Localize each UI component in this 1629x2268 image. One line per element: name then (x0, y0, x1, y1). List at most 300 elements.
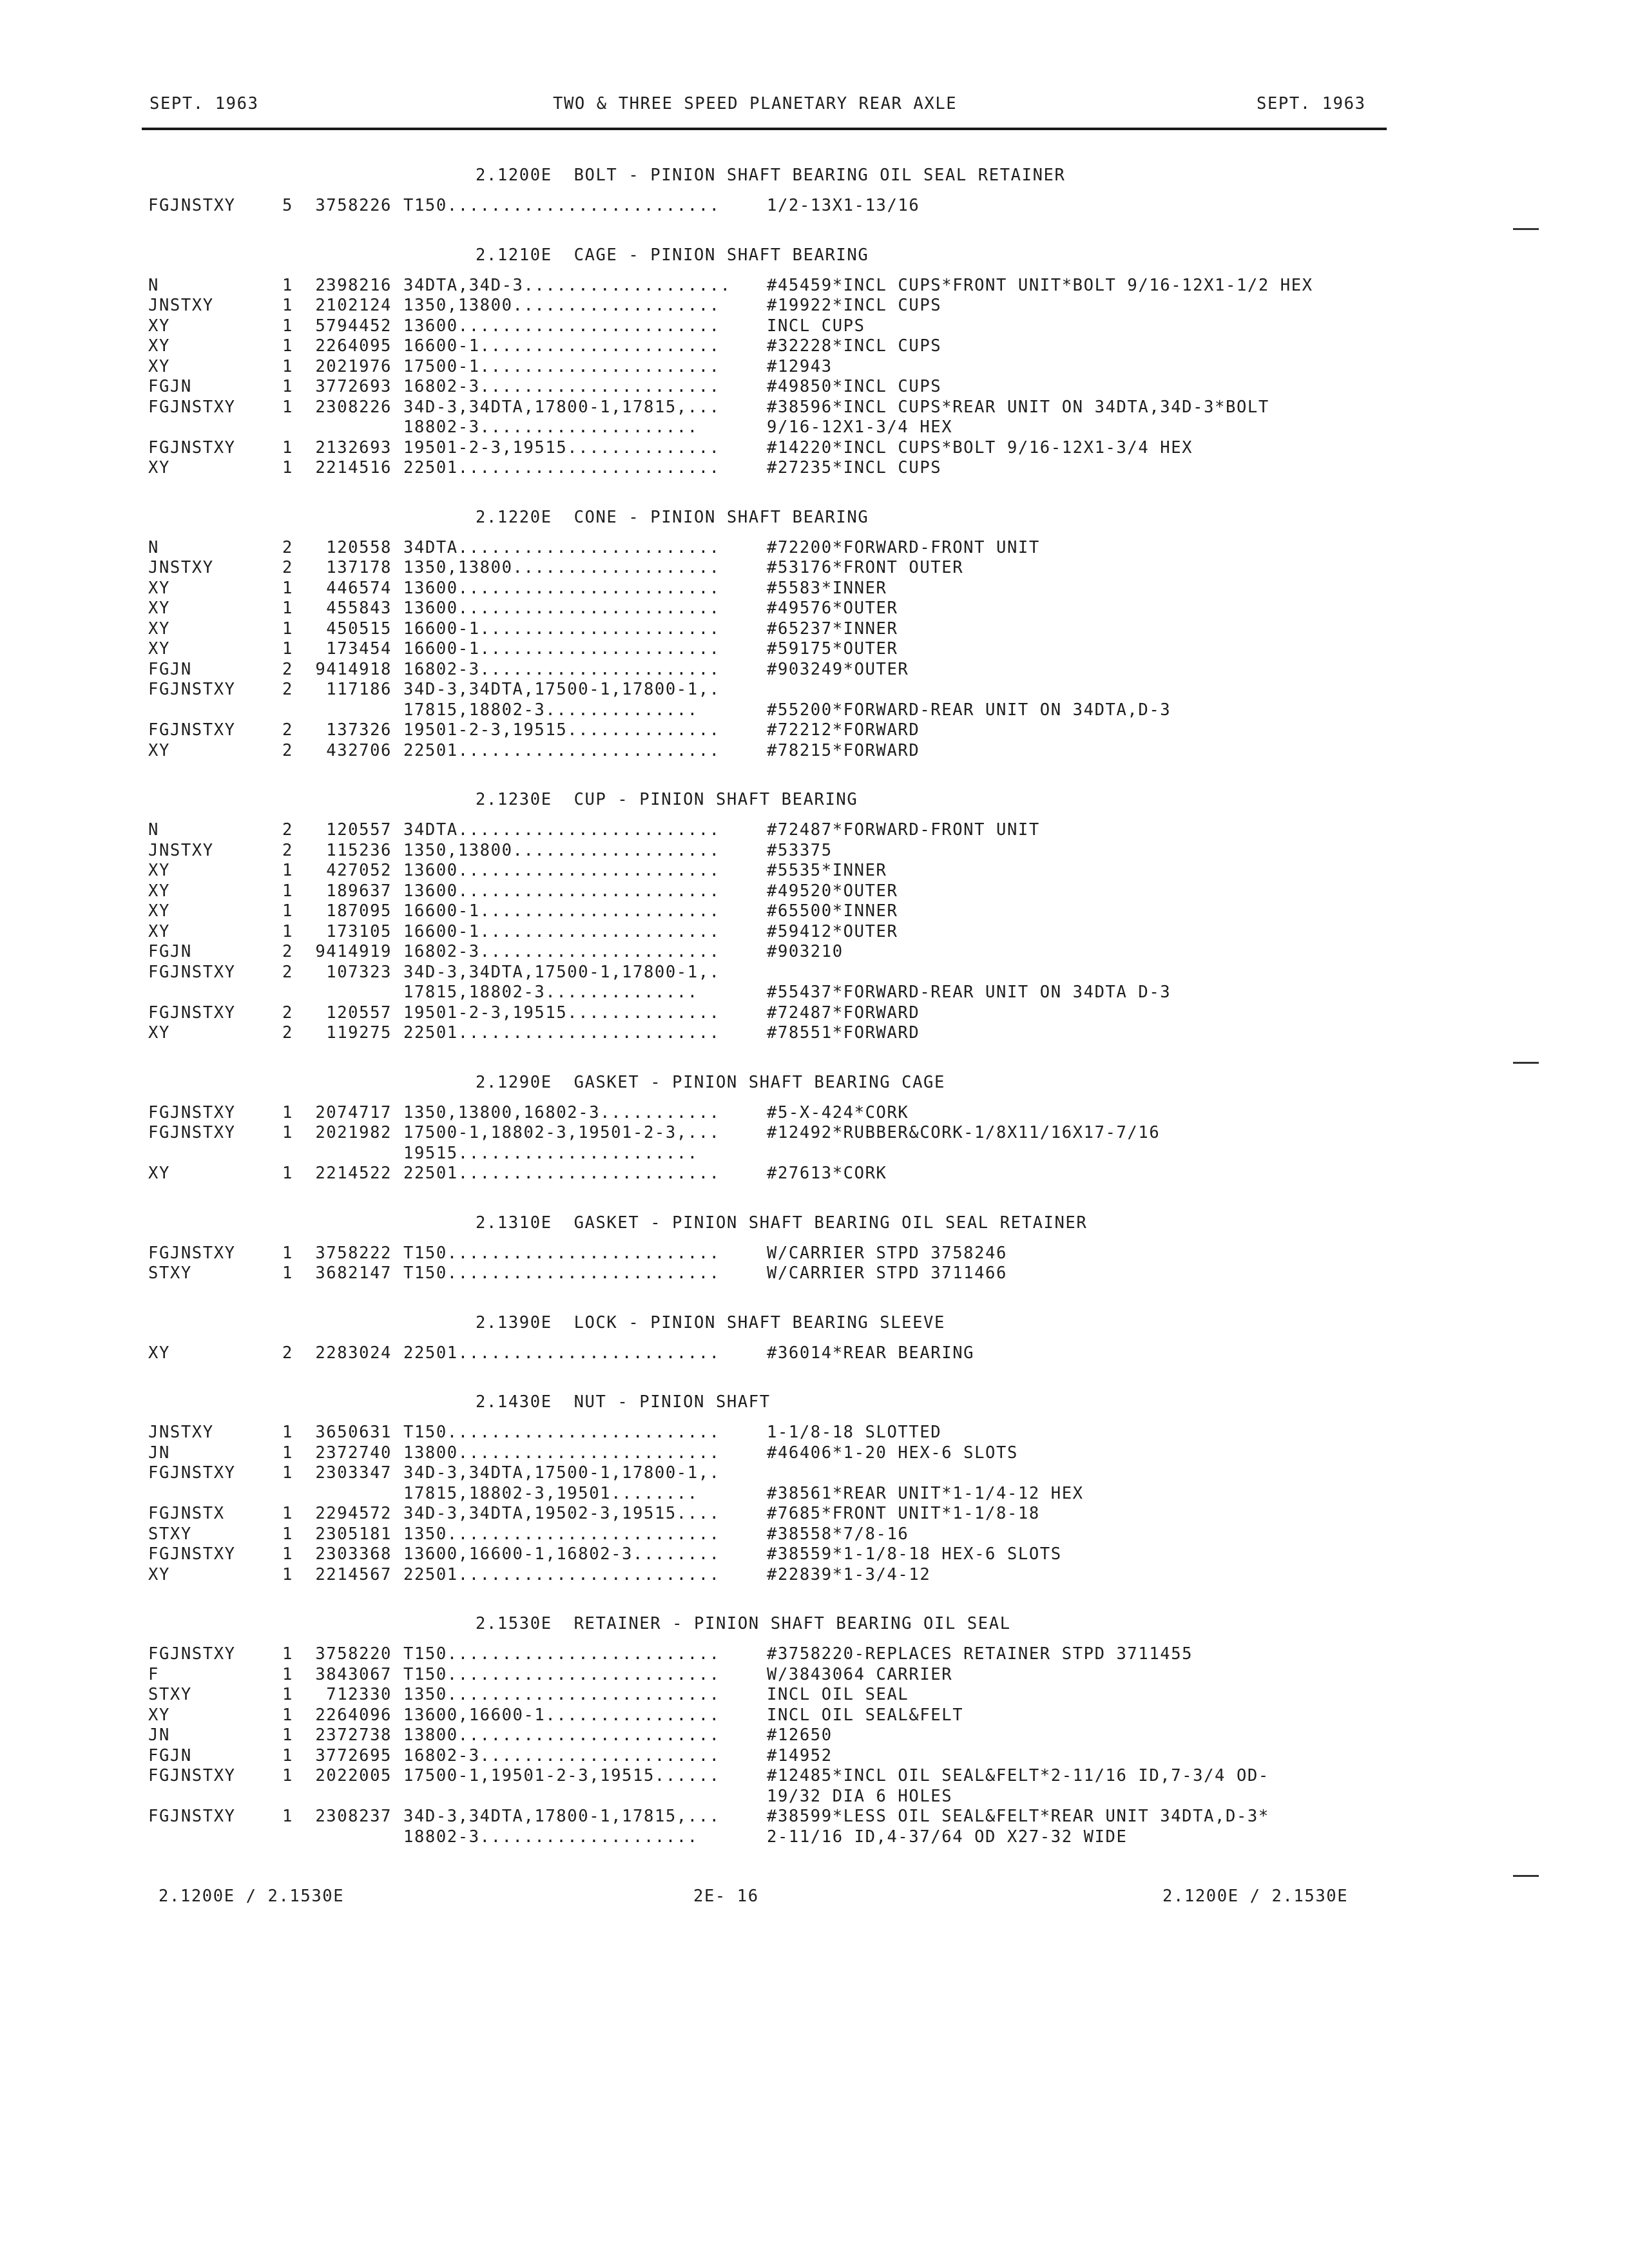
table-row (148, 820, 1605, 841)
part-number-cell: 2308226 (315, 397, 392, 417)
units-cell: N (148, 820, 159, 840)
qty-cell: 1 (282, 1123, 293, 1142)
remarks-cell: 2-11/16 ID,4-37/64 OD X27-32 WIDE (767, 1827, 1128, 1847)
model-cell: 17815,18802-3.............. (403, 983, 699, 1002)
qty-cell: 2 (282, 558, 293, 577)
qty-cell: 2 (282, 962, 293, 982)
units-cell: FGJNSTX (148, 1504, 225, 1523)
section-title: 2.1220E CONE - PINION SHAFT BEARING (476, 507, 869, 527)
qty-cell: 1 (282, 578, 293, 598)
model-cell: 34D-3,34DTA,17800-1,17815,... (403, 397, 720, 417)
header-title: TWO & THREE SPEED PLANETARY REAR AXLE (553, 94, 958, 113)
units-cell: XY (148, 1705, 170, 1725)
footer-range-left: 2.1200E / 2.1530E (159, 1887, 345, 1906)
units-cell: XY (148, 619, 170, 639)
units-cell: XY (148, 740, 170, 760)
part-number-cell: 2303368 (315, 1544, 392, 1564)
units-cell: JNSTXY (148, 1423, 214, 1442)
units-cell: JNSTXY (148, 840, 214, 860)
table-row (148, 861, 1605, 881)
remarks-cell: #49576*OUTER (767, 599, 898, 618)
part-number-cell: 2294572 (315, 1504, 392, 1523)
table-row (148, 660, 1605, 680)
remarks-cell: INCL OIL SEAL&FELT (767, 1705, 964, 1725)
units-cell: XY (148, 901, 170, 921)
remarks-cell: #36014*REAR BEARING (767, 1343, 975, 1363)
remarks-cell: #38559*1-1/8-18 HEX-6 SLOTS (767, 1544, 1062, 1564)
remarks-cell: #72487*FORWARD-FRONT UNIT (767, 820, 1040, 840)
model-cell: T150......................... (403, 1664, 720, 1684)
remarks-cell: #22839*1-3/4-12 (767, 1564, 931, 1584)
table-row (148, 983, 1605, 1003)
model-cell: 18802-3.................... (403, 1827, 699, 1847)
remarks-cell: #59175*OUTER (767, 639, 898, 658)
units-cell: FGJN (148, 377, 192, 396)
qty-cell: 2 (282, 840, 293, 860)
part-number-cell: 117186 (326, 680, 392, 699)
qty-cell: 1 (282, 1725, 293, 1745)
model-cell: 22501........................ (403, 1023, 720, 1043)
section (148, 779, 1605, 1062)
units-cell: FGJNSTXY (148, 1766, 236, 1785)
remarks-cell: #78551*FORWARD (767, 1023, 920, 1043)
remarks-cell: #72487*FORWARD (767, 1003, 920, 1023)
part-number-cell: 2264096 (315, 1705, 392, 1725)
margin-mark (1513, 1062, 1539, 1064)
table-row (148, 538, 1605, 559)
part-number-cell: 3650631 (315, 1423, 392, 1442)
units-cell: FGJN (148, 942, 192, 961)
part-number-cell: 137178 (326, 558, 392, 577)
units-cell: FGJNSTXY (148, 1544, 236, 1564)
part-number-cell: 3758226 (315, 196, 392, 215)
model-cell: 1350,13800................... (403, 558, 720, 577)
table-row (148, 1644, 1605, 1665)
units-cell: FGJNSTXY (148, 962, 236, 982)
units-cell: FGJNSTXY (148, 196, 236, 215)
remarks-cell: #27613*CORK (767, 1164, 887, 1183)
model-cell: 17500-1...................... (403, 356, 720, 376)
qty-cell: 1 (282, 619, 293, 639)
table-row (148, 558, 1605, 579)
remarks-cell: #903210 (767, 942, 843, 961)
units-cell: XY (148, 1164, 170, 1183)
footer-range-right: 2.1200E / 2.1530E (1162, 1887, 1349, 1906)
model-cell: 34D-3,34DTA,17500-1,17800-1,. (403, 1463, 720, 1483)
qty-cell: 1 (282, 1524, 293, 1544)
model-cell: 16600-1...................... (403, 619, 720, 639)
model-cell: 16600-1...................... (403, 921, 720, 941)
qty-cell: 1 (282, 296, 293, 315)
qty-cell: 1 (282, 1564, 293, 1584)
units-cell: JNSTXY (148, 558, 214, 577)
table-row (148, 680, 1605, 700)
qty-cell: 2 (282, 537, 293, 557)
section (148, 155, 1605, 235)
table-row (148, 1023, 1605, 1044)
table-row (148, 377, 1605, 398)
remarks-cell: #46406*1-20 HEX-6 SLOTS (767, 1443, 1018, 1463)
qty-cell: 2 (282, 1343, 293, 1363)
units-cell: FGJNSTXY (148, 1463, 236, 1483)
qty-cell: 2 (282, 942, 293, 961)
table-row (148, 316, 1605, 337)
table-row (148, 357, 1605, 378)
qty-cell: 1 (282, 1264, 293, 1283)
qty-cell: 1 (282, 1664, 293, 1684)
qty-cell: 2 (282, 720, 293, 740)
table-row (148, 1544, 1605, 1565)
model-cell: 16600-1...................... (403, 336, 720, 356)
section (148, 1062, 1605, 1202)
section-spacer (148, 479, 1605, 497)
units-cell: STXY (148, 1524, 192, 1544)
qty-cell: 1 (282, 1443, 293, 1463)
part-number-cell: 120557 (326, 820, 392, 840)
model-cell: 1350......................... (403, 1685, 720, 1704)
model-cell: 19501-2-3,19515.............. (403, 437, 720, 457)
table-row (148, 700, 1605, 721)
section-title: 2.1530E RETAINER - PINION SHAFT BEARING OIL SEAL (476, 1614, 1011, 1633)
units-cell: XY (148, 599, 170, 618)
table-row (148, 1484, 1605, 1504)
table-row (148, 1264, 1605, 1284)
remarks-cell: 1-1/8-18 SLOTTED (767, 1423, 942, 1442)
table-row (148, 196, 1605, 216)
model-cell: 34D-3,34DTA,17500-1,17800-1,. (403, 680, 720, 699)
qty-cell: 1 (282, 397, 293, 417)
model-cell: 19501-2-3,19515.............. (403, 720, 720, 740)
qty-cell: 2 (282, 680, 293, 699)
part-number-cell: 137326 (326, 720, 392, 740)
units-cell: F (148, 1664, 159, 1684)
part-number-cell: 3758220 (315, 1644, 392, 1664)
part-number-cell: 107323 (326, 962, 392, 982)
qty-cell: 1 (282, 336, 293, 356)
model-cell: 13800........................ (403, 1443, 720, 1463)
units-cell: XY (148, 921, 170, 941)
table-row (148, 398, 1605, 418)
model-cell: 22501........................ (403, 1343, 720, 1363)
remarks-cell: W/CARRIER STPD 3711466 (767, 1264, 1007, 1283)
model-cell: 22501........................ (403, 1164, 720, 1183)
model-cell: 16802-3...................... (403, 942, 720, 961)
qty-cell: 1 (282, 1807, 293, 1826)
qty-cell: 2 (282, 1003, 293, 1023)
units-cell: XY (148, 1023, 170, 1043)
part-number-cell: 2214516 (315, 458, 392, 477)
part-number-cell: 2303347 (315, 1463, 392, 1483)
qty-cell: 2 (282, 659, 293, 679)
qty-cell: 5 (282, 196, 293, 215)
remarks-cell: #55437*FORWARD-REAR UNIT ON 34DTA D-3 (767, 983, 1171, 1002)
part-number-cell: 5794452 (315, 316, 392, 336)
section (148, 1202, 1605, 1302)
model-cell: 17500-1,19501-2-3,19515...... (403, 1766, 720, 1785)
qty-cell: 1 (282, 1243, 293, 1263)
units-cell: XY (148, 1343, 170, 1363)
part-number-cell: 432706 (326, 740, 392, 760)
model-cell: 13600........................ (403, 881, 720, 901)
remarks-cell: #38561*REAR UNIT*1-1/4-12 HEX (767, 1483, 1084, 1503)
table-row (148, 599, 1605, 619)
margin-mark (1513, 228, 1539, 230)
table-row (148, 942, 1605, 963)
section-title: 2.1310E GASKET - PINION SHAFT BEARING OIL SEAL RETAINER (476, 1213, 1088, 1233)
part-number-cell: 120558 (326, 537, 392, 557)
model-cell: 17815,18802-3,19501........ (403, 1483, 699, 1503)
model-cell: 16802-3...................... (403, 377, 720, 396)
units-cell: N (148, 275, 159, 295)
section (148, 1302, 1605, 1382)
qty-cell: 1 (282, 599, 293, 618)
part-number-cell: 173454 (326, 639, 392, 658)
remarks-cell: #32228*INCL CUPS (767, 336, 942, 356)
qty-cell: 1 (282, 1504, 293, 1523)
remarks-cell: #72200*FORWARD-FRONT UNIT (767, 537, 1040, 557)
units-cell: XY (148, 316, 170, 336)
units-cell: XY (148, 861, 170, 880)
part-number-cell: 189637 (326, 881, 392, 901)
remarks-cell: #903249*OUTER (767, 659, 909, 679)
units-cell: XY (148, 639, 170, 658)
part-number-cell: 2021976 (315, 356, 392, 376)
model-cell: 1350,13800................... (403, 840, 720, 860)
model-cell: T150......................... (403, 1644, 720, 1664)
qty-cell: 1 (282, 1745, 293, 1765)
model-cell: 1350,13800................... (403, 296, 720, 315)
part-number-cell: 2132693 (315, 437, 392, 457)
remarks-cell: #65237*INNER (767, 619, 898, 639)
table-row (148, 1665, 1605, 1686)
part-number-cell: 3758222 (315, 1243, 392, 1263)
table-row (148, 276, 1605, 296)
model-cell: 13600........................ (403, 861, 720, 880)
table-row (148, 1463, 1605, 1484)
remarks-cell: #65500*INNER (767, 901, 898, 921)
section-spacer (148, 1184, 1605, 1202)
part-number-cell: 3772695 (315, 1745, 392, 1765)
qty-cell: 2 (282, 820, 293, 840)
remarks-cell: #19922*INCL CUPS (767, 296, 942, 315)
table-row (148, 438, 1605, 459)
model-cell: T150......................... (403, 1264, 720, 1283)
part-number-cell: 3772693 (315, 377, 392, 396)
table-row (148, 1003, 1605, 1024)
table-row (148, 619, 1605, 640)
table-row (148, 639, 1605, 660)
part-number-cell: 2308237 (315, 1807, 392, 1826)
table-row (148, 1766, 1605, 1787)
units-cell: N (148, 537, 159, 557)
table-row (148, 1746, 1605, 1767)
units-cell: FGJNSTXY (148, 1102, 236, 1122)
remarks-cell: #14220*INCL CUPS*BOLT 9/16-12X1-3/4 HEX (767, 437, 1193, 457)
remarks-cell: #12485*INCL OIL SEAL&FELT*2-11/16 ID,7-3/4 OD- (767, 1766, 1269, 1785)
units-cell: FGJNSTXY (148, 1644, 236, 1664)
remarks-cell: #5-X-424*CORK (767, 1102, 909, 1122)
model-cell: T150......................... (403, 1243, 720, 1263)
table-row (148, 1343, 1605, 1364)
model-cell: 16600-1...................... (403, 639, 720, 658)
units-cell: FGJN (148, 659, 192, 679)
model-cell: 34D-3,34DTA,17500-1,17800-1,. (403, 962, 720, 982)
table-row (148, 1787, 1605, 1807)
parts-list (148, 155, 1605, 1865)
units-cell: XY (148, 458, 170, 477)
model-cell: 34D-3,34DTA,17800-1,17815,... (403, 1807, 720, 1826)
model-cell: 13600,16600-1................ (403, 1705, 720, 1725)
remarks-cell: #38558*7/8-16 (767, 1524, 909, 1544)
qty-cell: 2 (282, 1023, 293, 1043)
units-cell: JN (148, 1725, 170, 1745)
remarks-cell: #12943 (767, 356, 833, 376)
section-spacer (148, 1044, 1605, 1062)
part-number-cell: 2372740 (315, 1443, 392, 1463)
part-number-cell: 427052 (326, 861, 392, 880)
units-cell: JN (148, 1443, 170, 1463)
part-number-cell: 450515 (326, 619, 392, 639)
remarks-cell: #14952 (767, 1745, 833, 1765)
qty-cell: 1 (282, 1644, 293, 1664)
remarks-cell: #59412*OUTER (767, 921, 898, 941)
table-row (148, 720, 1605, 741)
part-number-cell: 187095 (326, 901, 392, 921)
remarks-cell: #5583*INNER (767, 578, 887, 598)
units-cell: XY (148, 336, 170, 356)
section-title: 2.1430E NUT - PINION SHAFT (476, 1392, 771, 1412)
part-number-cell: 2102124 (315, 296, 392, 315)
qty-cell: 1 (282, 458, 293, 477)
part-number-cell: 712330 (326, 1685, 392, 1704)
qty-cell: 1 (282, 1705, 293, 1725)
section-spacer (148, 1847, 1605, 1865)
model-cell: 13600........................ (403, 599, 720, 618)
units-cell: FGJNSTXY (148, 680, 236, 699)
table-row (148, 1423, 1605, 1443)
model-cell: 34DTA........................ (403, 820, 720, 840)
model-cell: 22501........................ (403, 458, 720, 477)
part-number-cell: 2283024 (315, 1343, 392, 1363)
section (148, 1381, 1605, 1603)
qty-cell: 1 (282, 1766, 293, 1785)
table-row (148, 1103, 1605, 1124)
section-spacer (148, 216, 1605, 235)
model-cell: 13600,16600-1,16802-3........ (403, 1544, 720, 1564)
remarks-cell: #12492*RUBBER&CORK-1/8X11/16X17-7/16 (767, 1123, 1161, 1142)
remarks-cell: #27235*INCL CUPS (767, 458, 942, 477)
model-cell: 17815,18802-3.............. (403, 700, 699, 720)
table-row (148, 1807, 1605, 1827)
table-row (148, 922, 1605, 943)
qty-cell: 1 (282, 1685, 293, 1704)
model-cell: T150......................... (403, 196, 720, 215)
model-cell: 17500-1,18802-3,19501-2-3,... (403, 1123, 720, 1142)
remarks-cell: #49850*INCL CUPS (767, 377, 942, 396)
model-cell: 22501........................ (403, 740, 720, 760)
remarks-cell: #38599*LESS OIL SEAL&FELT*REAR UNIT 34DTA,D-3* (767, 1807, 1269, 1826)
units-cell: FGJNSTXY (148, 1243, 236, 1263)
qty-cell: 1 (282, 356, 293, 376)
model-cell: T150......................... (403, 1423, 720, 1442)
qty-cell: 1 (282, 921, 293, 941)
model-cell: 22501........................ (403, 1564, 720, 1584)
remarks-cell: #38596*INCL CUPS*REAR UNIT ON 34DTA,34D-3*BOLT (767, 397, 1269, 417)
units-cell: XY (148, 578, 170, 598)
qty-cell: 1 (282, 861, 293, 880)
model-cell: 16802-3...................... (403, 659, 720, 679)
units-cell: FGJNSTXY (148, 720, 236, 740)
qty-cell: 1 (282, 1102, 293, 1122)
table-row (148, 841, 1605, 861)
part-number-cell: 119275 (326, 1023, 392, 1043)
part-number-cell: 455843 (326, 599, 392, 618)
table-row (148, 418, 1605, 438)
qty-cell: 2 (282, 740, 293, 760)
remarks-cell: 9/16-12X1-3/4 HEX (767, 418, 953, 437)
part-number-cell: 9414919 (315, 942, 392, 961)
remarks-cell: #12650 (767, 1725, 833, 1745)
table-row (148, 1565, 1605, 1586)
units-cell: FGJN (148, 1745, 192, 1765)
table-row (148, 296, 1605, 316)
part-number-cell: 173105 (326, 921, 392, 941)
qty-cell: 1 (282, 437, 293, 457)
table-row (148, 336, 1605, 357)
model-cell: 13600........................ (403, 578, 720, 598)
part-number-cell: 2264095 (315, 336, 392, 356)
table-row (148, 1144, 1605, 1164)
table-row (148, 1706, 1605, 1726)
header-date-left: SEPT. 1963 (149, 94, 259, 113)
units-cell: JNSTXY (148, 296, 214, 315)
section-title: 2.1290E GASKET - PINION SHAFT BEARING CAGE (476, 1072, 945, 1092)
table-row (148, 1524, 1605, 1545)
part-number-cell: 3843067 (315, 1664, 392, 1684)
part-number-cell: 3682147 (315, 1264, 392, 1283)
remarks-cell: W/CARRIER STPD 3758246 (767, 1243, 1007, 1263)
model-cell: 34D-3,34DTA,19502-3,19515.... (403, 1504, 720, 1523)
section-title: 2.1390E LOCK - PINION SHAFT BEARING SLEEVE (476, 1312, 945, 1332)
table-row (148, 963, 1605, 983)
units-cell: FGJNSTXY (148, 437, 236, 457)
qty-cell: 1 (282, 881, 293, 901)
table-row (148, 458, 1605, 479)
model-cell: 16600-1...................... (403, 901, 720, 921)
table-row (148, 1504, 1605, 1524)
section-title: 2.1210E CAGE - PINION SHAFT BEARING (476, 245, 869, 265)
remarks-cell: #53375 (767, 840, 833, 860)
table-row (148, 1827, 1605, 1848)
section-spacer (148, 761, 1605, 779)
table-row (148, 1123, 1605, 1144)
units-cell: FGJNSTXY (148, 1003, 236, 1023)
qty-cell: 1 (282, 1463, 293, 1483)
remarks-cell: #3758220-REPLACES RETAINER STPD 3711455 (767, 1644, 1193, 1664)
units-cell: STXY (148, 1264, 192, 1283)
table-row (148, 741, 1605, 762)
table-row (148, 1244, 1605, 1264)
table-row (148, 1685, 1605, 1706)
model-cell: 13600........................ (403, 316, 720, 336)
units-cell: STXY (148, 1685, 192, 1704)
units-cell: XY (148, 1564, 170, 1584)
part-number-cell: 446574 (326, 578, 392, 598)
part-number-cell: 2021982 (315, 1123, 392, 1142)
remarks-cell: #49520*OUTER (767, 881, 898, 901)
part-number-cell: 9414918 (315, 659, 392, 679)
qty-cell: 1 (282, 275, 293, 295)
